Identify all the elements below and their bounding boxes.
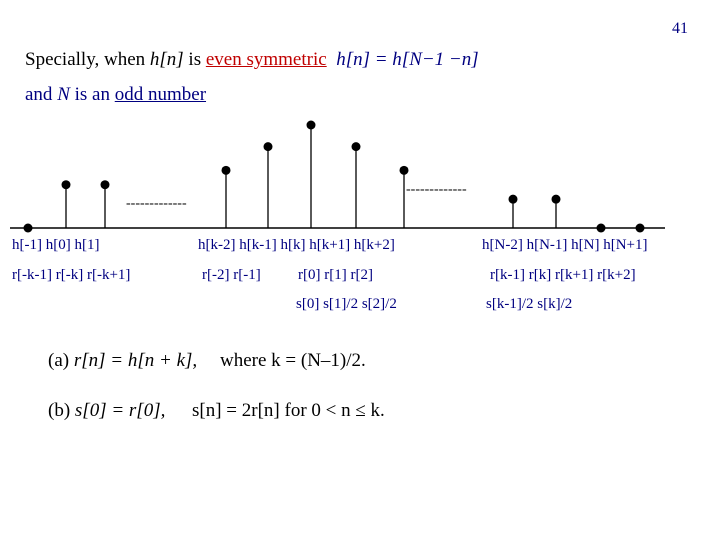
stem-dot-11 <box>552 195 561 204</box>
heading-equation: h[n] = h[N−1 −n] <box>336 49 479 70</box>
formula-b <box>48 400 165 422</box>
stem-dot-7 <box>352 142 361 151</box>
stem-dot-6 <box>307 121 316 130</box>
formula-b-label: (b) <box>48 400 75 421</box>
stem-dot-5 <box>264 142 273 151</box>
page-number: 41 <box>672 20 688 37</box>
heading-hn: h[n] <box>149 49 184 70</box>
stem-dot-10 <box>509 195 518 204</box>
stem-dot-0 <box>24 224 33 233</box>
r-labels-middle-b: r[0] r[1] r[2] <box>298 267 373 283</box>
stem-dot-8 <box>400 166 409 175</box>
h-labels-middle: h[k-2] h[k-1] h[k] h[k+1] h[k+2] <box>198 237 395 253</box>
formula-b-sn: s[n] = 2r[n] for 0 < n ≤ k. <box>192 400 385 421</box>
r-labels-left: r[-k-1] r[-k] r[-k+1] <box>12 267 131 283</box>
stem-dot-12 <box>597 224 606 233</box>
formula-b-s0: s[0] = r[0], <box>74 400 166 421</box>
formula-a <box>48 350 197 372</box>
subheading-is-an: is an <box>69 84 115 105</box>
h-labels-right: h[N-2] h[N-1] h[N] h[N+1] <box>482 237 648 253</box>
subheading-N: N <box>57 84 70 105</box>
stem-dot-1 <box>62 180 71 189</box>
formula-a-label: (a) <box>48 350 74 371</box>
subheading-prefix: and <box>25 84 58 105</box>
stem-samples <box>24 121 645 233</box>
subheading-odd-number: odd number <box>114 84 207 105</box>
formula-a-where: where k = (N–1)/2. <box>220 350 366 371</box>
h-labels-left: h[-1] h[0] h[1] <box>12 237 100 253</box>
s-labels-middle: s[0] s[1]/2 s[2]/2 <box>296 296 397 312</box>
formula-a-rn: r[n] = h[n + k], <box>73 350 198 371</box>
heading-is: is <box>183 49 206 70</box>
ellipsis-left: ------------- <box>126 196 187 211</box>
ellipsis-right: ------------- <box>406 182 467 197</box>
stem-dot-4 <box>222 166 231 175</box>
heading-prefix: Specially, when <box>25 49 150 70</box>
r-labels-middle-a: r[-2] r[-1] <box>202 267 261 283</box>
r-labels-right: r[k-1] r[k] r[k+1] r[k+2] <box>490 267 636 283</box>
stem-dot-13 <box>636 224 645 233</box>
heading-even-symmetric: even symmetric <box>205 49 327 70</box>
s-labels-right: s[k-1]/2 s[k]/2 <box>486 296 573 312</box>
stem-dot-2 <box>101 180 110 189</box>
